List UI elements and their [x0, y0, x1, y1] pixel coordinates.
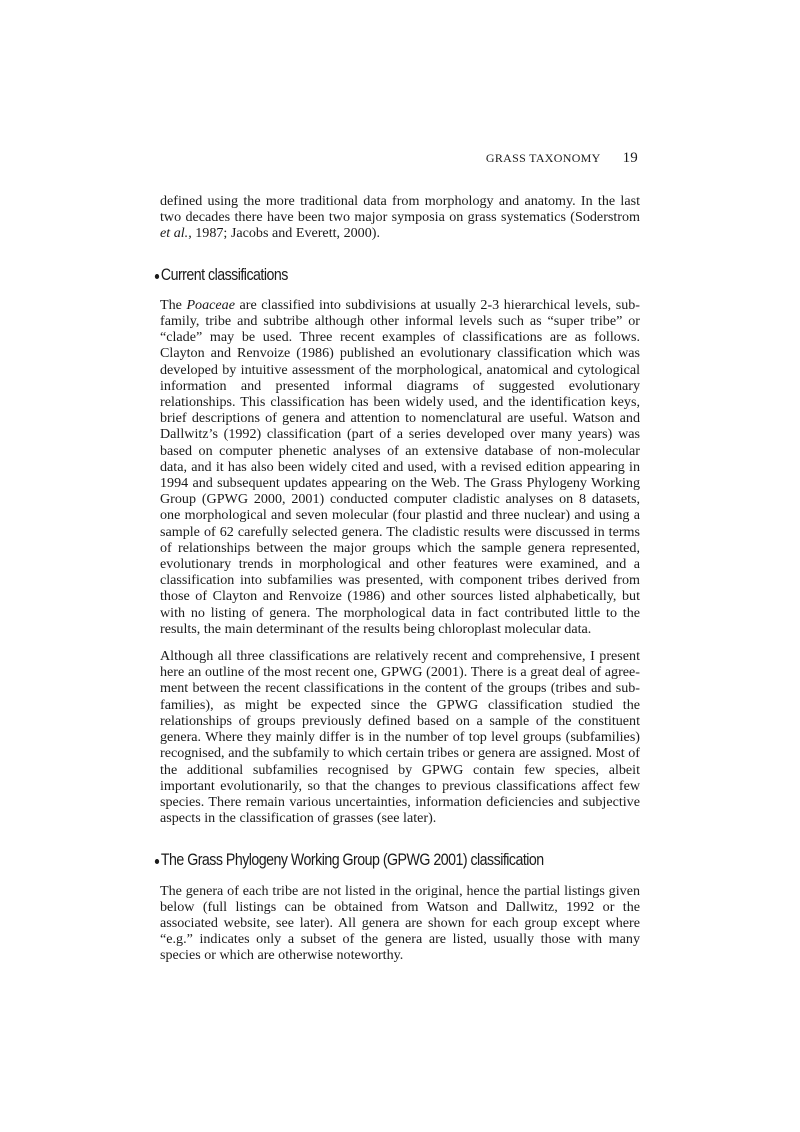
- section-heading-gpwg-classification: The Grass Phylogeny Working Group (GPWG 2001) classification: [160, 852, 573, 868]
- running-head: [486, 150, 638, 167]
- intro-paragraph: defined using the more traditional data from morphology and anatomy. In the last two decades there have been two major symposia on grass systematics (Soderstrom et al., 1987; Jacobs and Everett, 2000).: [160, 193, 640, 242]
- running-head-title: GRASS TAXONOMY: [485, 151, 601, 165]
- poaceae-term: Poaceae: [186, 296, 235, 313]
- citation-et-al: et al.: [160, 225, 189, 242]
- current-classifications-paragraph-2: Although all three classifications are relatively recent and comprehensive, I present here an outline of the most recent one, GPWG (2001). There is a great deal of agreement between the recent classifications in the content of the groups (tribes and subfamilies), as might be expected since the GPWG classification studied the relationships of groups previously defined based on a sample of the constituent genera. Where they mainly differ is in the number of top level groups (subfamilies) recognised, and the subfamily to which certain tribes or genera are assigned. Most of the additional subfamilies recognised by GPWG contain few species, albeit important evolutionarily, so that the changes to previous classifications affect few species. There remain various uncertainties, information deficiencies and subjective aspects in the classification of grasses (see later).: [160, 648, 640, 827]
- bullet-icon: [155, 274, 159, 279]
- gpwg-paragraph-1: The genera of each tribe are not listed in the original, hence the partial listings given below (full listings can be obtained from Watson and Dallwitz, 1992 or the associated website, see later). All genera are shown for each group except where “e.g.” indicates only a subset of the genera are listed, usually those with many species or which are otherwise noteworthy.: [160, 882, 640, 964]
- section-heading-current-classifications: Current classifications: [160, 267, 573, 283]
- page-number: 19: [622, 150, 638, 166]
- bullet-icon: [155, 859, 159, 864]
- current-classifications-paragraph-1: The Poaceae are classified into subdivisions at usually 2-3 hierarchical levels, subfamily, tribe and subtribe although other informal levels such as “super tribe” or “clade” may be used. Three recent examples of classifications are as follows. Clayton and Renvoize (1986) published an evolutionary classification which was developed by intuitive assessment of the morphological, anatomical and cytological information and presented informal diagrams of suggested evolutionary relationships. This classification has been widely used, and the identification keys, brief descriptions of genera and attention to nomenclatural are useful. Watson and Dallwitz’s (1992) classification (part of a series developed over many years) was based on computer phenetic analyses of an extensive database of non-molecular data, and it has also been widely cited and used, with a revised edition appearing in 1994 and subsequent updates appearing on the Web. The Grass Phylogeny Working Group (GPWG 2000, 2001) conducted computer cladistic analyses on 8 datasets, one morphological and seven molecular (four plastid and three nuclear) and using a sample of 62 carefully selected genera. The cladistic results were discussed in terms of relationships between the major groups which the sample genera represented, evolutionary trends in morphological and other features were examined, and a classification into subfamilies was presented, with component tribes derived from those of Clayton and Renvoize (1986) and other sources listed alphabetically, but with no listing of genera. The morphological data in fact contributed little to the results, the main determinant of the results being chloroplast molecular data.: [160, 296, 640, 637]
- body-text: [160, 193, 640, 964]
